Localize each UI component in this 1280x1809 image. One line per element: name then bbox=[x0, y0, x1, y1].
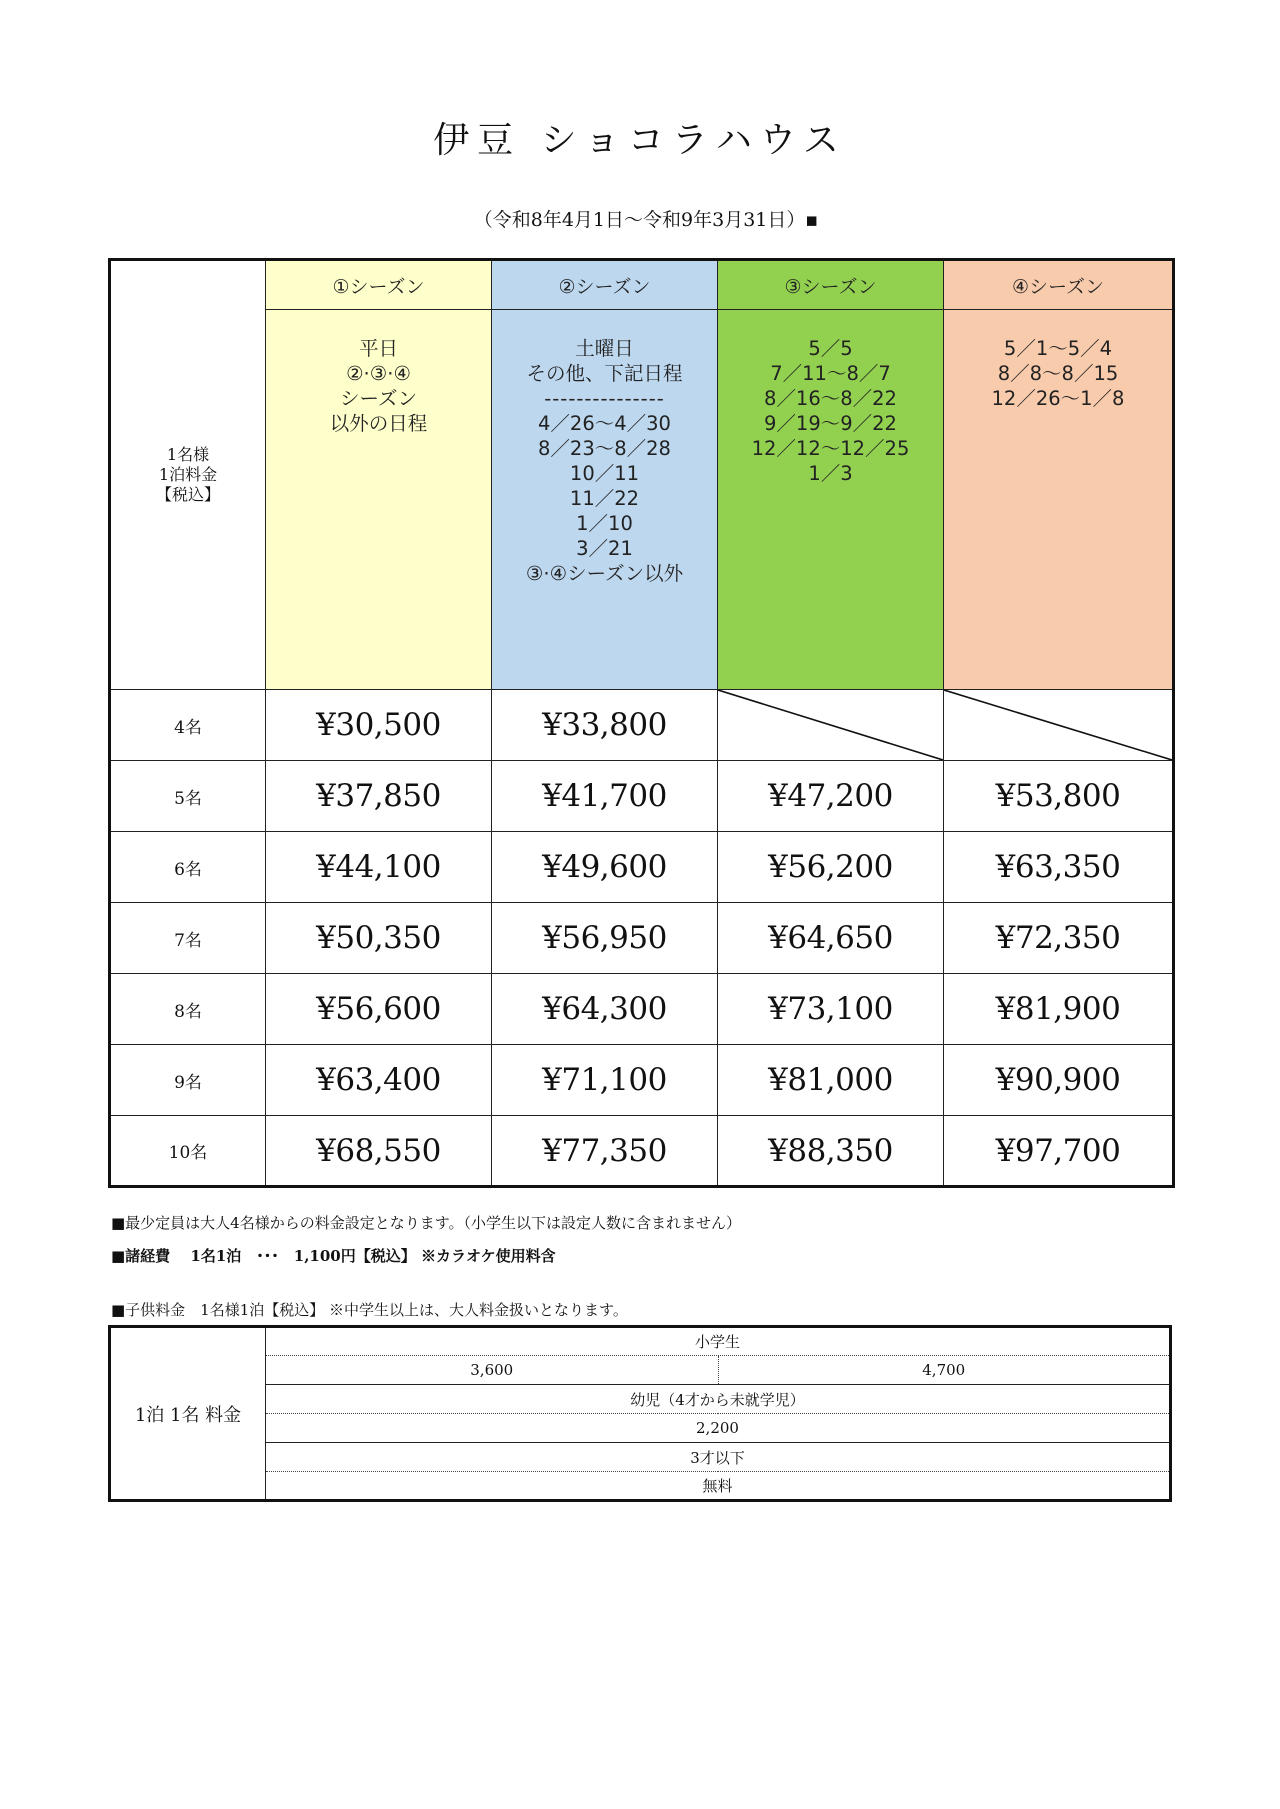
guest-count: 7名 bbox=[110, 903, 266, 974]
season-2-header: ②シーズン bbox=[492, 260, 718, 310]
table-row bbox=[110, 832, 1174, 903]
price-cell: ¥97,700 bbox=[944, 1116, 1174, 1187]
child-price-elementary-1: 3,600 bbox=[266, 1356, 719, 1385]
validity-period: （令和8年4月1日～令和9年3月31日）▪ bbox=[473, 209, 819, 231]
price-cell: ¥71,100 bbox=[492, 1045, 718, 1116]
divider: --------------- bbox=[544, 387, 665, 410]
guest-count: 5名 bbox=[110, 761, 266, 832]
price-cell: ¥41,700 bbox=[492, 761, 718, 832]
price-cell: ¥90,900 bbox=[944, 1045, 1174, 1116]
price-cell: ¥63,350 bbox=[944, 832, 1174, 903]
page-title: 伊豆 ショコラハウス bbox=[433, 120, 847, 161]
price-cell: ¥56,600 bbox=[266, 974, 492, 1045]
price-cell: ¥56,200 bbox=[718, 832, 944, 903]
price-cell: ¥64,650 bbox=[718, 903, 944, 974]
guest-count: 8名 bbox=[110, 974, 266, 1045]
child-rate-row-label: 1泊 1名 料金 bbox=[110, 1327, 266, 1501]
season-2-dates: 土曜日 その他、下記日程 --------------- 4／26～4／30 8／23～8／28 10／11 11／22 1／10 3／21 ③·④シーズン以外 bbox=[492, 310, 718, 690]
price-cell: ¥47,200 bbox=[718, 761, 944, 832]
table-row bbox=[110, 903, 1174, 974]
price-cell: ¥73,100 bbox=[718, 974, 944, 1045]
price-cell: ¥81,900 bbox=[944, 974, 1174, 1045]
season-4-header: ④シーズン bbox=[944, 260, 1174, 310]
not-available-cell bbox=[718, 690, 944, 761]
rate-table bbox=[108, 258, 1175, 1188]
price-cell: ¥37,850 bbox=[266, 761, 492, 832]
season-3-dates: 5／5 7／11～8／7 8／16～8／22 9／19～9／22 12／12～12／25 1／3 bbox=[718, 310, 944, 690]
price-cell: ¥49,600 bbox=[492, 832, 718, 903]
child-price-preschool: 2,200 bbox=[266, 1414, 1171, 1443]
price-cell: ¥88,350 bbox=[718, 1116, 944, 1187]
season-3-header: ③シーズン bbox=[718, 260, 944, 310]
price-cell: ¥33,800 bbox=[492, 690, 718, 761]
price-cell: ¥44,100 bbox=[266, 832, 492, 903]
guest-count: 10名 bbox=[110, 1116, 266, 1187]
child-group-elementary: 小学生 bbox=[266, 1327, 1171, 1356]
price-cell: ¥63,400 bbox=[266, 1045, 492, 1116]
table-row bbox=[110, 690, 1174, 761]
price-cell: ¥53,800 bbox=[944, 761, 1174, 832]
diagonal-strike-icon bbox=[944, 690, 1172, 760]
price-cell: ¥81,000 bbox=[718, 1045, 944, 1116]
price-cell: ¥72,350 bbox=[944, 903, 1174, 974]
child-rate-table bbox=[108, 1325, 1172, 1502]
not-available-cell bbox=[944, 690, 1174, 761]
price-cell: ¥77,350 bbox=[492, 1116, 718, 1187]
child-price-under3: 無料 bbox=[702, 1477, 733, 1495]
price-cell: ¥64,300 bbox=[492, 974, 718, 1045]
table-row bbox=[110, 761, 1174, 832]
price-cell: ¥56,950 bbox=[492, 903, 718, 974]
price-cell: ¥68,550 bbox=[266, 1116, 492, 1187]
diagonal-strike-icon bbox=[718, 690, 943, 760]
guest-count: 4名 bbox=[110, 690, 266, 761]
child-group-preschool: 幼児（4才から未就学児） bbox=[266, 1385, 1171, 1414]
rate-table-row-header: 1名様 1泊料金 【税込】 bbox=[110, 260, 266, 690]
price-cell: ¥30,500 bbox=[266, 690, 492, 761]
season-1-dates: 平日 ②·③·④ シーズン 以外の日程 bbox=[266, 310, 492, 690]
child-price-elementary-2: 4,700 bbox=[718, 1356, 1171, 1385]
table-row bbox=[110, 1116, 1174, 1187]
min-guests-note: ■最少定員は大人4名様からの料金設定となります。（小学生以下は設定人数に含まれません） bbox=[111, 1214, 742, 1232]
season-1-header: ①シーズン bbox=[266, 260, 492, 310]
child-group-under3: 3才以下 bbox=[266, 1443, 1171, 1472]
season-4-dates: 5／1～5／4 8／8～8／15 12／26～1／8 bbox=[944, 310, 1174, 690]
table-row bbox=[110, 1045, 1174, 1116]
price-cell: ¥50,350 bbox=[266, 903, 492, 974]
fees-note: ■諸経費 1名1泊 ･･･ 1,100円【税込】 ※カラオケ使用料含 bbox=[111, 1247, 556, 1265]
table-row bbox=[110, 974, 1174, 1045]
guest-count: 9名 bbox=[110, 1045, 266, 1116]
child-rate-heading: ■子供料金 1名様1泊【税込】 ※中学生以上は、大人料金扱いとなります。 bbox=[111, 1301, 628, 1319]
guest-count: 6名 bbox=[110, 832, 266, 903]
